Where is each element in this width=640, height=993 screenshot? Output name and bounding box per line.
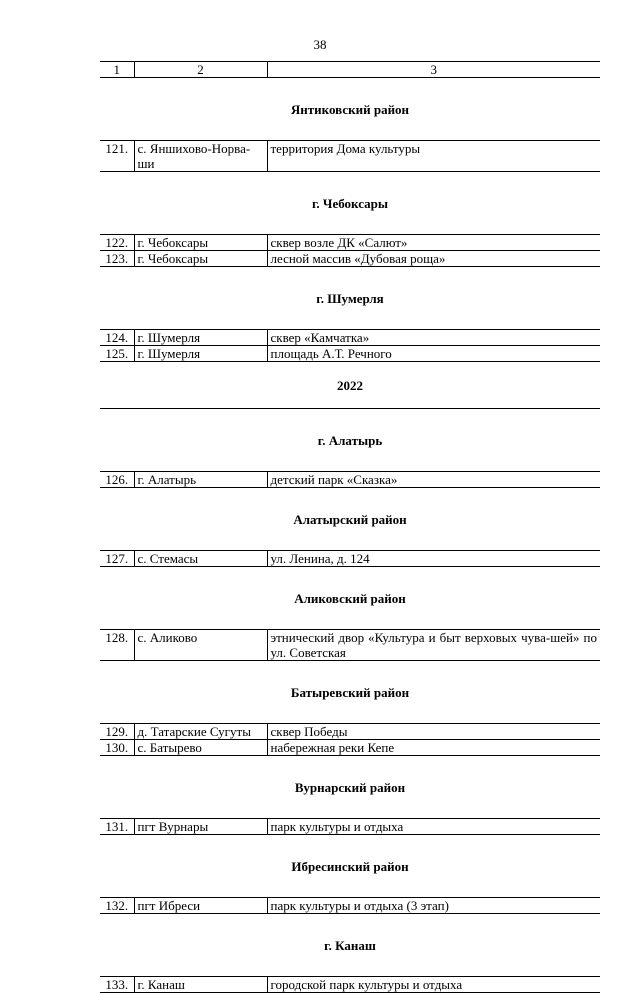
section-heading: г. Шумерля [100, 267, 600, 330]
row-number: 132. [100, 898, 134, 914]
row-number: 124. [100, 330, 134, 346]
row-locality: с. Батырево [134, 740, 267, 756]
table-row [100, 330, 600, 346]
section-heading: г. Алатырь [100, 409, 600, 472]
table-row [100, 251, 600, 267]
row-object: сквер «Камчатка» [267, 330, 600, 346]
row-number: 125. [100, 346, 134, 362]
section-heading-row [100, 409, 600, 472]
table-row [100, 724, 600, 740]
year-heading: 2022 [100, 362, 600, 409]
table-row [100, 472, 600, 488]
section-heading: Батыревский район [100, 661, 600, 724]
table-row [100, 630, 600, 661]
section-heading: Вурнарский район [100, 756, 600, 819]
row-locality: г. Алатырь [134, 472, 267, 488]
column-number-row [100, 62, 600, 78]
row-object: этнический двор «Культура и быт верховых чува-шей» по ул. Советская [267, 630, 600, 661]
table-row [100, 898, 600, 914]
row-number: 121. [100, 141, 134, 172]
row-number: 126. [100, 472, 134, 488]
table-row [100, 977, 600, 993]
table-row [100, 141, 600, 172]
section-heading-row [100, 914, 600, 977]
row-locality: г. Шумерля [134, 330, 267, 346]
objects-table [100, 61, 600, 993]
section-heading: г. Чебоксары [100, 172, 600, 235]
section-heading-row [100, 567, 600, 630]
section-heading: Янтиковский район [100, 78, 600, 141]
row-object: территория Дома культуры [267, 141, 600, 172]
row-locality: пгт Вурнары [134, 819, 267, 835]
row-number: 130. [100, 740, 134, 756]
row-number: 127. [100, 551, 134, 567]
row-locality: пгт Ибреси [134, 898, 267, 914]
row-locality: г. Канаш [134, 977, 267, 993]
section-heading: Алатырский район [100, 488, 600, 551]
section-heading-row [100, 267, 600, 330]
section-heading: г. Канаш [100, 914, 600, 977]
table-row [100, 551, 600, 567]
row-object: ул. Ленина, д. 124 [267, 551, 600, 567]
row-object: лесной массив «Дубовая роща» [267, 251, 600, 267]
table-row [100, 346, 600, 362]
column-number-2: 2 [134, 62, 267, 78]
section-heading: Ибресинский район [100, 835, 600, 898]
column-number-3: 3 [267, 62, 600, 78]
row-locality: г. Чебоксары [134, 235, 267, 251]
row-object: детский парк «Сказка» [267, 472, 600, 488]
section-heading-row [100, 661, 600, 724]
row-object: городской парк культуры и отдыха [267, 977, 600, 993]
row-locality: д. Татарские Сугуты [134, 724, 267, 740]
section-heading-row [100, 172, 600, 235]
page-number: 38 [313, 37, 327, 52]
row-object: парк культуры и отдыха [267, 819, 600, 835]
row-locality: с. Стемасы [134, 551, 267, 567]
row-object: сквер Победы [267, 724, 600, 740]
row-locality: г. Чебоксары [134, 251, 267, 267]
row-object: сквер возле ДК «Салют» [267, 235, 600, 251]
row-object: парк культуры и отдыха (3 этап) [267, 898, 600, 914]
row-locality: с. Яншихово-Норва-ши [134, 141, 267, 172]
row-number: 133. [100, 977, 134, 993]
row-object: набережная реки Кепе [267, 740, 600, 756]
column-number-1: 1 [100, 62, 134, 78]
row-number: 128. [100, 630, 134, 661]
row-number: 131. [100, 819, 134, 835]
row-locality: с. Аликово [134, 630, 267, 661]
row-object: площадь А.Т. Речного [267, 346, 600, 362]
section-heading-row [100, 488, 600, 551]
table-row [100, 235, 600, 251]
row-locality: г. Шумерля [134, 346, 267, 362]
row-number: 123. [100, 251, 134, 267]
table-row [100, 819, 600, 835]
section-heading-row [100, 78, 600, 141]
row-number: 129. [100, 724, 134, 740]
section-heading: Аликовский район [100, 567, 600, 630]
section-heading-row [100, 835, 600, 898]
year-heading-row [100, 362, 600, 409]
row-number: 122. [100, 235, 134, 251]
table-row [100, 740, 600, 756]
section-heading-row [100, 756, 600, 819]
objects-table-body [100, 62, 600, 993]
